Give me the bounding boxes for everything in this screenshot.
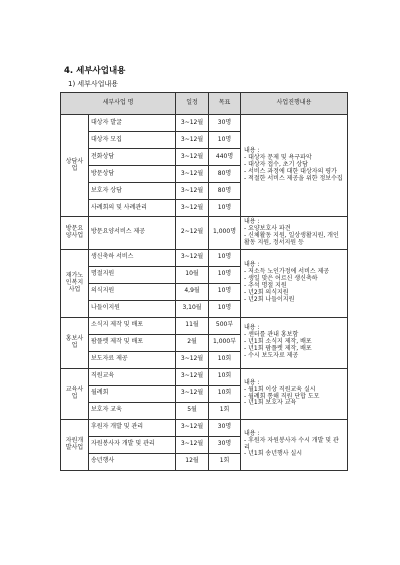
- target-cell: 10회: [209, 368, 241, 385]
- schedule-cell: 3~12월: [176, 385, 209, 402]
- content-line: - 생일 맞은 어르신 생신축하: [244, 275, 318, 283]
- schedule-cell: 3~12월: [176, 436, 209, 453]
- schedule-cell: 10월: [176, 266, 209, 283]
- content-description-cell: [241, 217, 348, 250]
- schedule-cell: 3~12월: [176, 183, 209, 200]
- content-line: - 대상자 접수, 초기 상담: [244, 161, 308, 169]
- item-cell: 생신축하 서비스: [89, 249, 176, 266]
- content-line: - 센터를 관내 홍보함: [244, 331, 299, 339]
- content-description-cell: [241, 249, 348, 317]
- content-line: - 신체활동 지원, 일상생활지원, 개인활동 지원, 정서지원 등: [244, 231, 339, 246]
- content-title: 내용 :: [244, 429, 260, 437]
- category-cell: 재가노인복지사업: [61, 249, 89, 317]
- header-target: 목표: [209, 93, 241, 115]
- schedule-cell: 11월: [176, 317, 209, 334]
- category-cell: 홍보사업: [61, 317, 89, 368]
- target-cell: 80명: [209, 183, 241, 200]
- schedule-cell: 3~12월: [176, 115, 209, 132]
- item-cell: 사례회의 및 사례관리: [89, 200, 176, 217]
- target-cell: 10명: [209, 300, 241, 317]
- content-line: - 적절한 서비스 제공을 위한 정보수집: [244, 174, 343, 182]
- item-cell: 팜플렛 제작 및 배포: [89, 334, 176, 351]
- content-description-cell: [241, 368, 348, 419]
- target-cell: 1,000명: [209, 217, 241, 250]
- target-cell: 1,000부: [209, 334, 241, 351]
- item-cell: 자원봉사자 개발 및 관리: [89, 436, 176, 453]
- schedule-cell: 3~12월: [176, 200, 209, 217]
- content-line: - 년2회 의식지원: [244, 288, 289, 296]
- table-row: [61, 368, 348, 385]
- schedule-cell: 3,10월: [176, 300, 209, 317]
- item-cell: 명절지원: [89, 266, 176, 283]
- item-cell: 후원자 개발 및 관리: [89, 419, 176, 436]
- content-title: 내용 :: [244, 324, 260, 332]
- table-row: [61, 317, 348, 334]
- target-cell: 500부: [209, 317, 241, 334]
- target-cell: 10명: [209, 249, 241, 266]
- schedule-cell: 3~12월: [176, 132, 209, 149]
- target-cell: 440명: [209, 149, 241, 166]
- content-line: - 서비스 과정에 대한 대상자의 평가: [244, 167, 337, 175]
- category-cell: 방문요양사업: [61, 217, 89, 250]
- category-cell: 교육사업: [61, 368, 89, 419]
- content-line: - 대상자 문제 및 욕구파악: [244, 154, 312, 162]
- item-cell: 방문요양서비스 제공: [89, 217, 176, 250]
- item-cell: 보호자 교육: [89, 402, 176, 419]
- target-cell: 30명: [209, 115, 241, 132]
- item-cell: 의식지원: [89, 283, 176, 300]
- item-cell: 송년행사: [89, 453, 176, 470]
- business-detail-table: [60, 92, 348, 471]
- item-cell: 나들이지원: [89, 300, 176, 317]
- content-title: 내용 :: [244, 147, 260, 155]
- content-line: - 년1회 보호자 교육: [244, 399, 297, 407]
- content-line: - 추석 명절 지원: [244, 282, 287, 290]
- table-header-row: [61, 93, 348, 115]
- schedule-cell: 3~12월: [176, 419, 209, 436]
- header-content: 사업진행내용: [241, 93, 348, 115]
- content-description-cell: [241, 317, 348, 368]
- content-title: 내용 :: [244, 261, 260, 269]
- target-cell: 10회: [209, 385, 241, 402]
- schedule-cell: 3~12월: [176, 249, 209, 266]
- content-line: - 년1회 소식지 제작, 배포: [244, 338, 312, 346]
- item-cell: 대상자 모집: [89, 132, 176, 149]
- header-item: 세부사업 명: [61, 93, 176, 115]
- schedule-cell: 2월: [176, 334, 209, 351]
- item-cell: 보호자 상담: [89, 183, 176, 200]
- item-cell: 보도자료 제공: [89, 351, 176, 368]
- table-row: [61, 115, 348, 132]
- content-line: - 요양보호사 파견: [244, 224, 291, 232]
- content-line: - 수시 보도자료 제공: [244, 351, 299, 359]
- item-cell: 월례회: [89, 385, 176, 402]
- content-description-cell: [241, 115, 348, 217]
- item-cell: 대상자 발굴: [89, 115, 176, 132]
- target-cell: 10명: [209, 132, 241, 149]
- schedule-cell: 3~12월: [176, 149, 209, 166]
- header-schedule: 일정: [176, 93, 209, 115]
- table-row: [61, 419, 348, 436]
- category-cell: 자원개발사업: [61, 419, 89, 470]
- category-cell: 상담사업: [61, 115, 89, 217]
- schedule-cell: 2~12월: [176, 217, 209, 250]
- target-cell: 10회: [209, 351, 241, 368]
- target-cell: 1회: [209, 453, 241, 470]
- content-line: - 월례회 통해 직원 단합 도모: [244, 392, 320, 400]
- content-line: - 후원자 자원봉사자 수시 개발 및 관리: [244, 436, 339, 451]
- table-row: [61, 249, 348, 266]
- schedule-cell: 3~12월: [176, 166, 209, 183]
- target-cell: 30명: [209, 419, 241, 436]
- content-line: - 저소득 노인가정에 서비스 제공: [244, 268, 330, 276]
- table-row: [61, 217, 348, 250]
- sub-heading: 1) 세부사업내용: [68, 80, 118, 88]
- target-cell: 1회: [209, 402, 241, 419]
- content-line: - 년2회 나들이지원: [244, 295, 295, 303]
- item-cell: 전화상담: [89, 149, 176, 166]
- schedule-cell: 5월: [176, 402, 209, 419]
- target-cell: 10명: [209, 200, 241, 217]
- item-cell: 직원교육: [89, 368, 176, 385]
- target-cell: 80명: [209, 166, 241, 183]
- content-line: - 월1회 이상 직원교육 실시: [244, 385, 316, 393]
- content-line: - 년1회 송년행사 실시: [244, 450, 303, 458]
- item-cell: 소식지 제작 및 배포: [89, 317, 176, 334]
- content-line: - 년1회 팜플렛 제작, 배포: [244, 345, 312, 352]
- schedule-cell: 12월: [176, 453, 209, 470]
- content-title: 내용 :: [244, 378, 260, 386]
- schedule-cell: 3~12월: [176, 368, 209, 385]
- target-cell: 10명: [209, 266, 241, 283]
- content-title: 내용 :: [244, 218, 260, 225]
- schedule-cell: 4,9월: [176, 283, 209, 300]
- content-description-cell: [241, 419, 348, 470]
- item-cell: 방문상담: [89, 166, 176, 183]
- section-heading: 4. 세부사업내용: [64, 66, 126, 76]
- target-cell: 10명: [209, 283, 241, 300]
- target-cell: 30명: [209, 436, 241, 453]
- schedule-cell: 3~12월: [176, 351, 209, 368]
